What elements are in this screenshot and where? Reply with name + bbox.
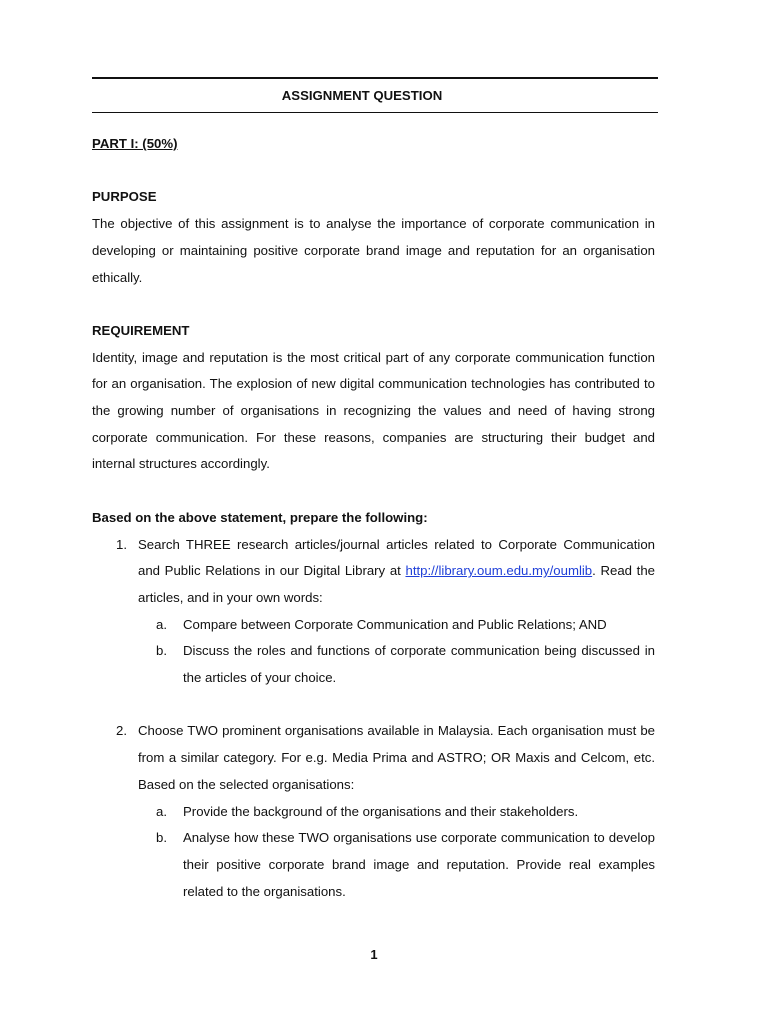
- spacer: [92, 291, 655, 318]
- page-title: ASSIGNMENT QUESTION: [281, 88, 443, 103]
- header-bottom-rule: [92, 112, 658, 113]
- subtask-text: Analyse how these TWO organisations use corporate communication to develop their positive corporate brand image and reputation. Provide real examples related to the organisations.: [183, 830, 655, 899]
- subtask-text: Compare between Corporate Communication and Public Relations; AND: [183, 616, 607, 632]
- part-label: PART I: (50%): [92, 136, 178, 151]
- subtask-letter: b.: [156, 830, 167, 846]
- task-text: Choose TWO prominent organisations available in Malaysia. Each organisation must be from a similar category. For e.g. Media Prima and ASTRO; OR Maxis and Celcom, etc. Based on the selected organisations:: [138, 723, 655, 792]
- task-number: 1.: [116, 536, 127, 552]
- document-body: [92, 131, 655, 905]
- subtask-letter: b.: [156, 643, 167, 659]
- purpose-text: The objective of this assignment is to analyse the importance of corporate communication in developing or maintaining positive corporate brand image and reputation for an organisation ethically.: [92, 216, 655, 285]
- spacer: [92, 478, 655, 505]
- tasks-intro: Based on the above statement, prepare the following:: [92, 509, 428, 525]
- task-item: [92, 532, 655, 692]
- subtask-text: Discuss the roles and functions of corporate communication being discussed in the articles of your choice.: [183, 643, 655, 686]
- subtask-item: [138, 638, 655, 691]
- digital-library-link[interactable]: http://library.oum.edu.my/oumlib: [405, 563, 593, 579]
- requirement-text: Identity, image and reputation is the most critical part of any corporate communication function for an organisation. The explosion of new digital communication technologies has contributed to the growing number of organisations in recognizing the values and need of having strong corporate communication. For these reasons, companies are structuring their budget and internal structures accordingly.: [92, 349, 655, 472]
- subtask-item: [138, 612, 655, 639]
- subtask-letter: a.: [156, 803, 167, 819]
- subtask-item: [138, 825, 655, 905]
- subtask-item: [138, 799, 655, 826]
- task-text: Search THREE research articles/journal articles related to Corporate Communication and Public Relations in our Digital Library at http://library.oum.edu.my/oumlib. Read the articles, and in your own words:: [138, 536, 655, 605]
- subtask-letter: a.: [156, 616, 167, 632]
- task-number: 2.: [116, 723, 127, 739]
- page-number: 1: [370, 947, 378, 962]
- purpose-heading: PURPOSE: [92, 189, 157, 205]
- subtask-text: Provide the background of the organisations and their stakeholders.: [183, 803, 579, 819]
- requirement-heading: REQUIREMENT: [92, 322, 190, 338]
- spacer: [92, 692, 655, 719]
- spacer: [92, 158, 655, 185]
- header-top-rule: [92, 77, 658, 79]
- task-item: [92, 718, 655, 905]
